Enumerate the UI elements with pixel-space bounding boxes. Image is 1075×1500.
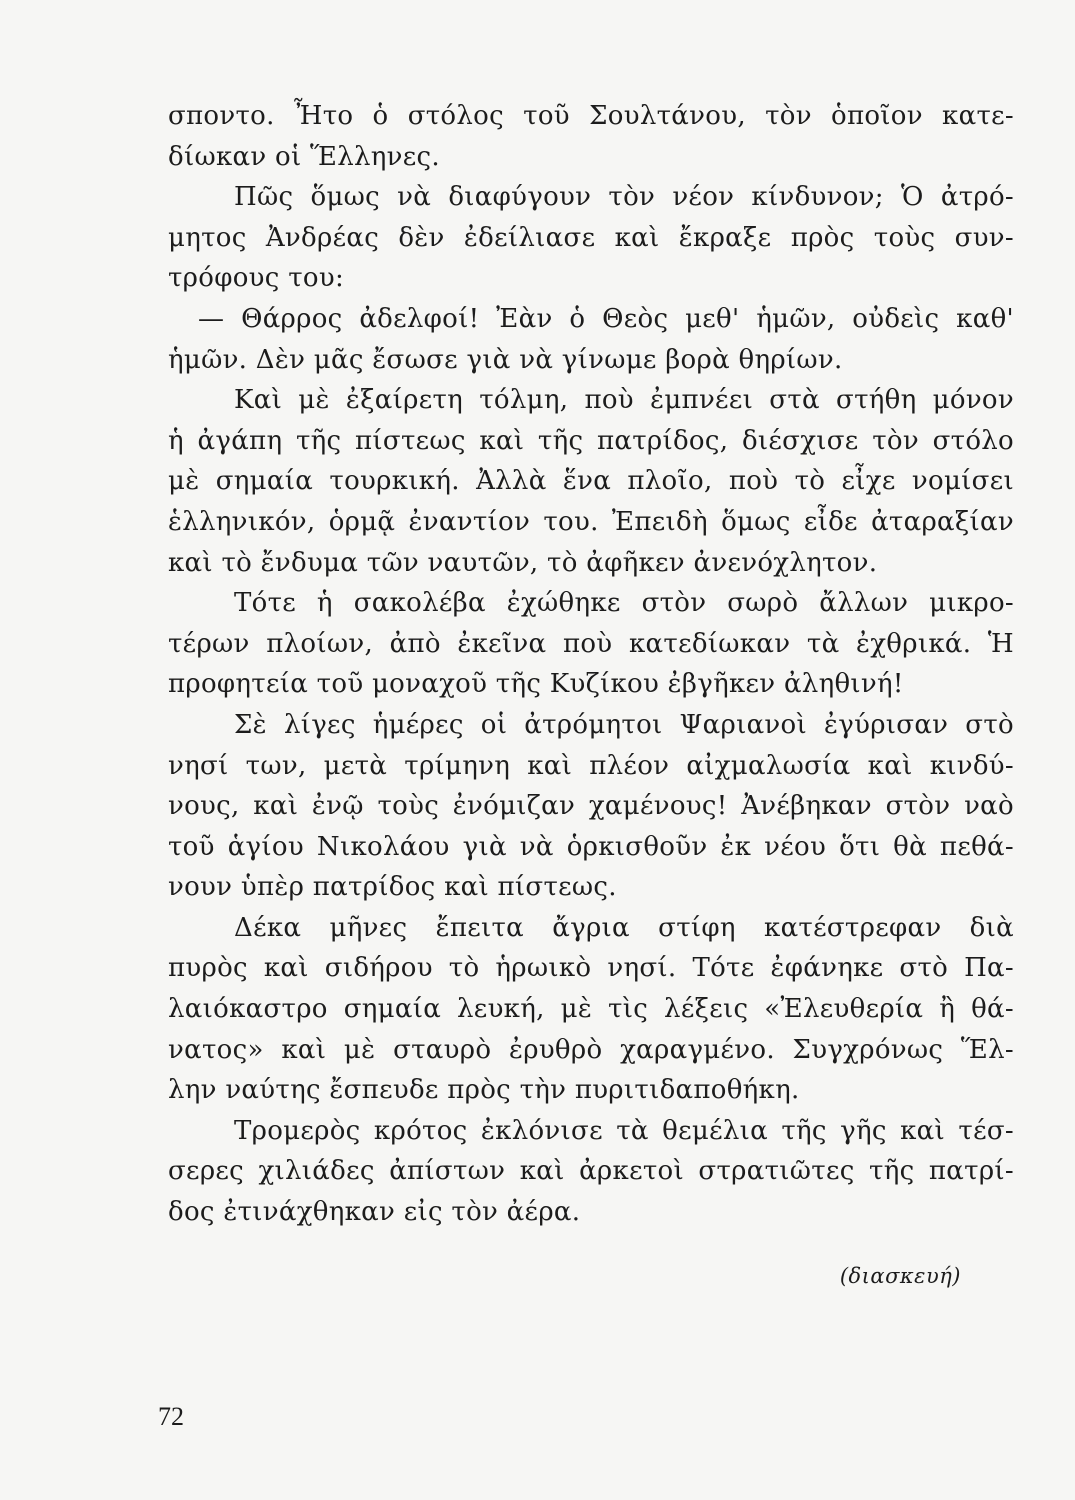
text-line: Τότε ἡ σακολέβα ἐχώθηκε στὸν σωρὸ ἄλλων μικρο- (234, 588, 1014, 619)
text-line: πυρὸς καὶ σιδήρου τὸ ἡρωικὸ νησί. Τότε ἐφάνηκε στὸ Πα- (168, 953, 1014, 984)
text-line: Τρομερὸς κρότος ἐκλόνισε τὰ θεμέλια τῆς γῆς καὶ τέσ- (234, 1115, 1014, 1146)
text-line: νουν ὑπὲρ πατρίδος καὶ πίστεως. (168, 872, 617, 903)
text-line: τοῦ ἁγίου Νικολάου γιὰ νὰ ὁρκισθοῦν ἐκ νέου ὅτι θὰ πεθά- (168, 831, 1014, 862)
text-line: τέρων πλοίων, ἀπὸ ἐκεῖνα ποὺ κατεδίωκαν τὰ ἐχθρικά. Ἡ (168, 628, 1014, 659)
text-line: — Θάρρος ἀδελφοί! Ἐὰν ὁ Θεὸς μεθ' ἡμῶν, οὐδεὶς καθ' (198, 303, 1014, 334)
text-line: νους, καὶ ἐνῷ τοὺς ἐνόμιζαν χαμένους! Ἀνέβηκαν στὸν ναὸ (168, 791, 1014, 822)
text-line: σερες χιλιάδες ἀπίστων καὶ ἀρκετοὶ στρατιῶτες τῆς πατρί- (168, 1156, 1014, 1187)
body-text (168, 96, 1014, 1233)
page-number: 72 (158, 1402, 184, 1431)
text-line: δίωκαν οἱ Ἕλληνες. (168, 141, 440, 172)
text-line: ἡ ἀγάπη τῆς πίστεως καὶ τῆς πατρίδος, διέσχισε τὸν στόλο (168, 425, 1014, 456)
text-line: ἡμῶν. Δὲν μᾶς ἔσωσε γιὰ νὰ γίνωμε βορὰ θηρίων. (168, 344, 843, 375)
adaptation-note: (διασκευή) (839, 1264, 961, 1288)
text-line: Σὲ λίγες ἡμέρες οἱ ἀτρόμητοι Ψαριανοὶ ἐγύρισαν στὸ (234, 709, 1014, 740)
text-line: λαιόκαστρο σημαία λευκή, μὲ τὶς λέξεις «Ἐλευθερία ἢ θά- (168, 994, 1014, 1025)
text-line: σποντο. Ἦτο ὁ στόλος τοῦ Σουλτάνου, τὸν ὁποῖον κατε- (168, 101, 1014, 131)
text-line: προφητεία τοῦ μοναχοῦ τῆς Κυζίκου ἐβγῆκεν ἀληθινή! (168, 669, 904, 700)
text-line: δος ἐτινάχθηκαν εἰς τὸν ἀέρα. (168, 1197, 581, 1228)
text-line: ἑλληνικόν, ὁρμᾷ ἐναντίον του. Ἐπειδὴ ὅμως εἶδε ἀταραξίαν (168, 506, 1014, 537)
text-line: καὶ τὸ ἔνδυμα τῶν ναυτῶν, τὸ ἀφῆκεν ἀνενόχλητον. (168, 547, 878, 578)
text-line: μητος Ἀνδρέας δὲν ἐδείλιασε καὶ ἔκραξε πρὸς τοὺς συν- (168, 222, 1014, 253)
text-line: λην ναύτης ἔσπευδε πρὸς τὴν πυριτιδαποθήκη. (168, 1075, 800, 1106)
text-line: νησί των, μετὰ τρίμηνη καὶ πλέον αἰχμαλωσία καὶ κινδύ- (168, 750, 1014, 781)
text-line: Πῶς ὅμως νὰ διαφύγουν τὸν νέον κίνδυνον; Ὁ ἀτρό- (234, 182, 1014, 213)
text-line: τρόφους του: (168, 263, 345, 294)
text-line: Καὶ μὲ ἐξαίρετη τόλμη, ποὺ ἐμπνέει στὰ στήθη μόνον (234, 385, 1014, 416)
text-line: νατος» καὶ μὲ σταυρὸ ἐρυθρὸ χαραγμένο. Συγχρόνως Ἕλ- (168, 1034, 1014, 1065)
text-line: μὲ σημαία τουρκική. Ἀλλὰ ἕνα πλοῖο, ποὺ τὸ εἶχε νομίσει (168, 466, 1014, 497)
text-line: Δέκα μῆνες ἔπειτα ἄγρια στίφη κατέστρεφαν διὰ (234, 912, 1014, 943)
